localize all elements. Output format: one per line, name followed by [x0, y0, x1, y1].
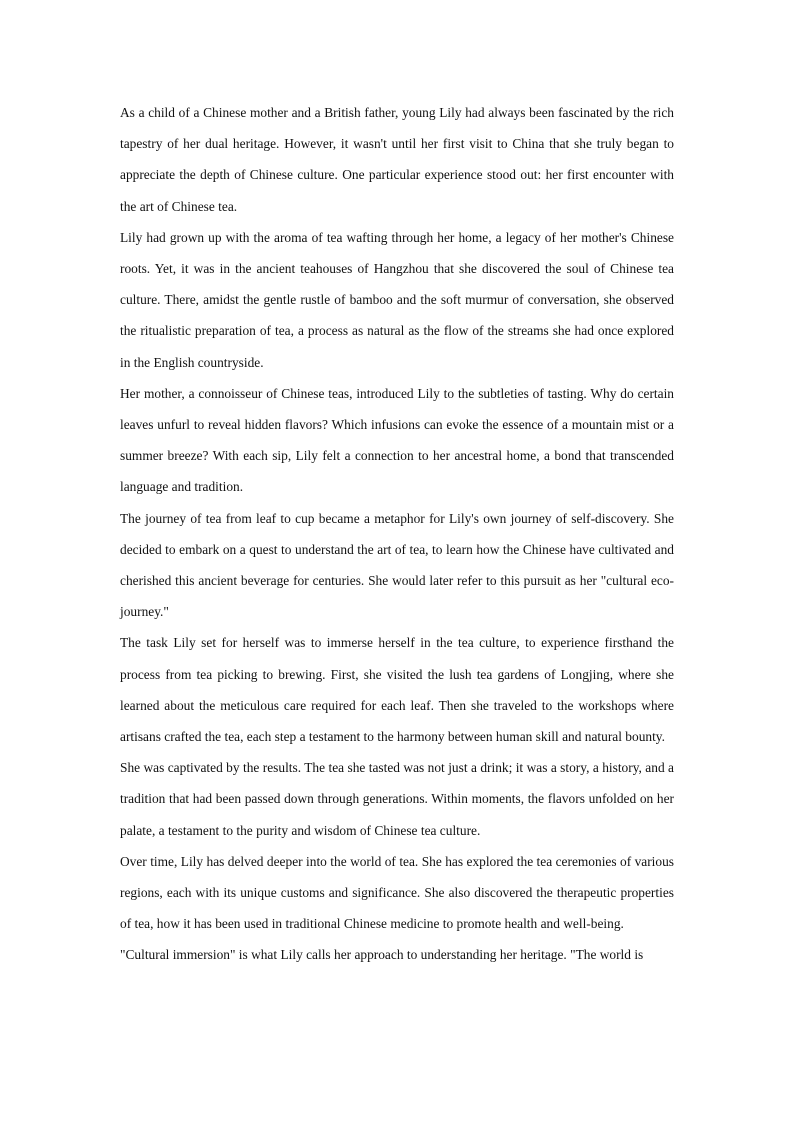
paragraph-5: The task Lily set for herself was to immerse herself in the tea culture, to experience firsthand the process from tea picking to brewing. First, she visited the lush tea gardens of Longjing, where she learned about the meticulous care required for each leaf. Then she traveled to the workshops where artisans crafted the tea, each step a testament to the harmony between human skill and natural bounty.	[120, 635, 674, 745]
paragraph-3: Her mother, a connoisseur of Chinese teas, introduced Lily to the subtleties of tasting. Why do certain leaves unfurl to reveal hidden flavors? Which infusions can evoke the essence of a mountain mist or a summer breeze? With each sip, Lily felt a connection to her ancestral home, a bond that transcended language and tradition.	[120, 385, 674, 495]
paragraph-1: As a child of a Chinese mother and a British father, young Lily had always been fascinated by the rich tapestry of her dual heritage. However, it wasn't until her first visit to China that she truly began to appreciate the depth of Chinese culture. One particular experience stood out: her first encounter with the art of Chinese tea.	[120, 105, 674, 214]
document-body	[120, 97, 674, 971]
paragraph-8: "Cultural immersion" is what Lily calls her approach to understanding her heritage. "The world is	[120, 947, 644, 963]
paragraph-2: Lily had grown up with the aroma of tea wafting through her home, a legacy of her mother's Chinese roots. Yet, it was in the ancient teahouses of Hangzhou that she discovered the soul of Chinese tea culture. There, amidst the gentle rustle of bamboo and the soft murmur of conversation, she observed the ritualistic preparation of tea, a process as natural as the flow of the streams she had once explored in the English countryside.	[120, 229, 674, 370]
paragraph-6: She was captivated by the results. The tea she tasted was not just a drink; it was a story, a history, and a tradition that had been passed down through generations. Within moments, the flavors unfolded on her palate, a testament to the purity and wisdom of Chinese tea culture.	[120, 760, 674, 838]
paragraph-4: The journey of tea from leaf to cup became a metaphor for Lily's own journey of self-discovery. She decided to embark on a quest to understand the art of tea, to learn how the Chinese have cultivated and cherished this ancient beverage for centuries. She would later refer to this pursuit as her "cultural eco-journey."	[120, 510, 674, 620]
paragraph-7: Over time, Lily has delved deeper into the world of tea. She has explored the tea ceremonies of various regions, each with its unique customs and significance. She also discovered the therapeutic properties of tea, how it has been used in traditional Chinese medicine to promote health and well-being.	[120, 853, 674, 932]
